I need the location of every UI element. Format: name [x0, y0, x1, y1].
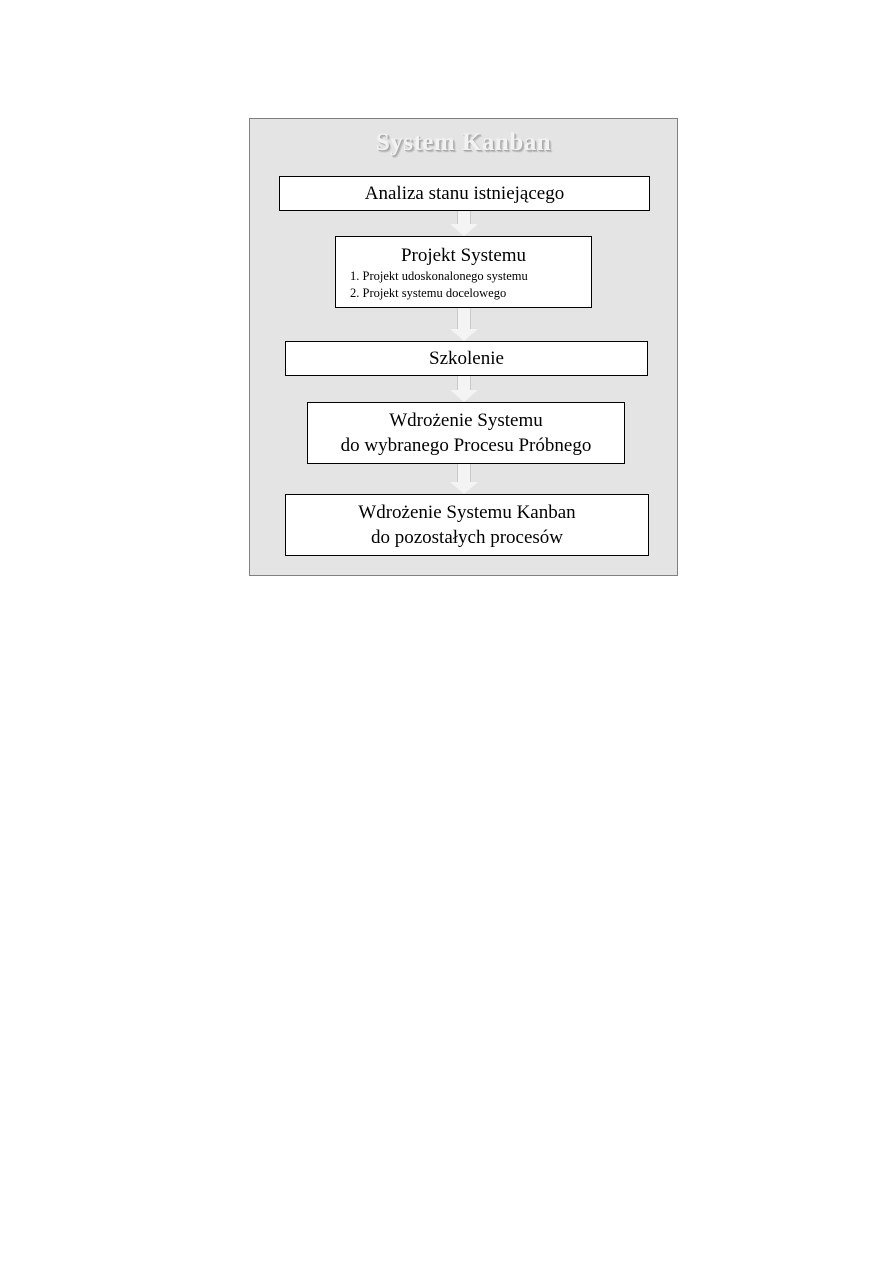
flow-arrow-down-icon [450, 464, 478, 494]
arrow-shaft [457, 376, 471, 390]
process-node-projekt-systemu [335, 236, 592, 308]
node-label-line: Projekt Systemu [400, 244, 527, 266]
arrow-head [450, 329, 478, 341]
flow-arrow-down-icon [450, 211, 478, 236]
arrow-shaft [457, 464, 471, 482]
flow-arrow-down-icon [450, 308, 478, 341]
process-node-wdrozenie-probny [307, 402, 625, 464]
process-node-szkolenie [285, 341, 648, 376]
flow-arrow-down-icon [450, 376, 478, 402]
node-label-line: do pozostałych procesów [370, 527, 564, 548]
process-node-wdrozenie-pozostale [285, 494, 649, 556]
diagram-title: System Kanban [375, 129, 552, 156]
kanban-system-diagram [249, 118, 678, 576]
node-label-line: Analiza stanu istniejącego [364, 183, 565, 204]
node-sub-item: 1. Projekt udoskonalonego systemu [350, 268, 528, 283]
node-sub-item: 2. Projekt systemu docelowego [350, 285, 507, 300]
arrow-shaft [457, 308, 471, 329]
node-label-line: Szkolenie [429, 348, 504, 369]
arrow-head [450, 482, 478, 494]
arrow-head [450, 390, 478, 402]
node-label-line: Wdrożenie Systemu [389, 410, 543, 431]
arrow-head [450, 224, 478, 236]
node-label-line: Wdrożenie Systemu Kanban [358, 502, 576, 523]
arrow-shaft [457, 211, 471, 224]
node-label-line: do wybranego Procesu Próbnego [340, 435, 592, 456]
process-node-analiza [279, 176, 650, 211]
